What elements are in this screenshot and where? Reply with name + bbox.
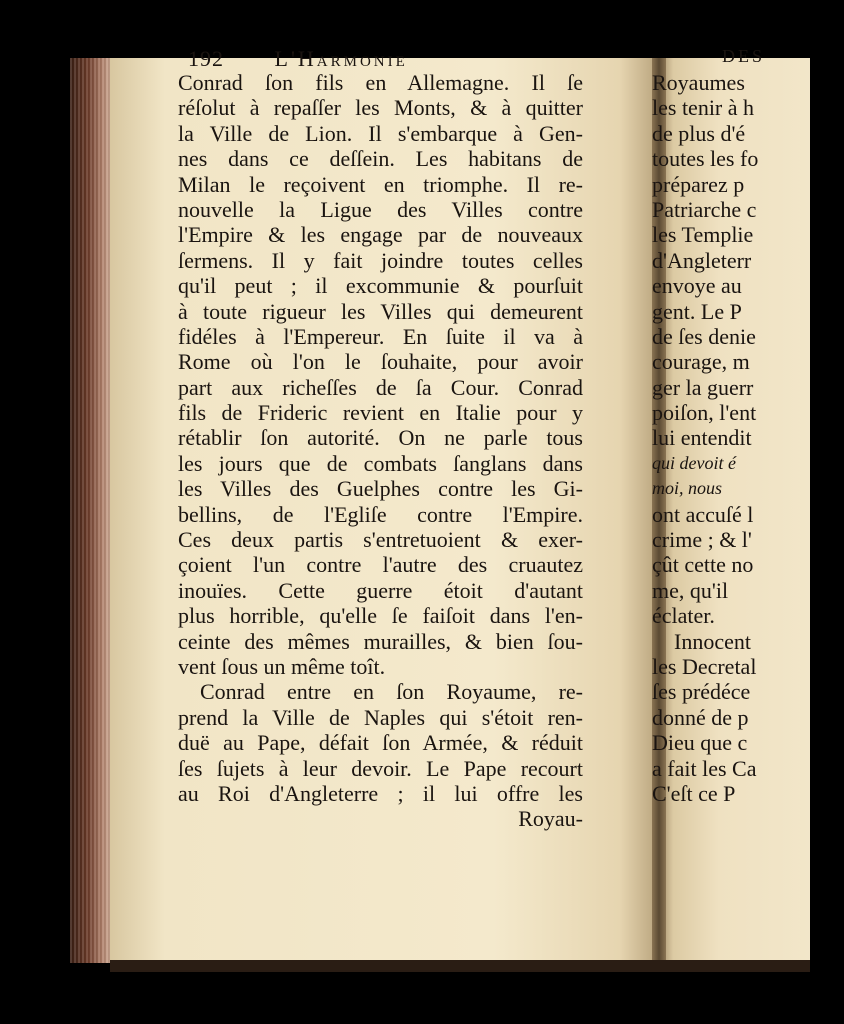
text-line: donné de p [652, 704, 749, 730]
text-line: part aux richeſſes de ſa Cour. Conrad [178, 374, 583, 400]
text-line: Ces deux partis s'entretuoient & exer- [178, 527, 583, 553]
text-line: rétablir ſon autorité. On ne parle tous [178, 425, 583, 451]
text-line: les Templie [652, 222, 754, 248]
text-line: au Roi d'Angleterre ; il lui offre les [178, 780, 583, 806]
text-line: les Decretal [652, 653, 757, 679]
text-line: fidéles à l'Empereur. En ſuite il va à [178, 323, 583, 349]
text-line: éclater. [652, 603, 715, 629]
text-line: ceinte des mêmes murailles, & bien ſou- [178, 628, 583, 654]
text-line: a fait les Ca [652, 755, 757, 781]
text-line: Dieu que c [652, 730, 748, 756]
right-running-head: DES [722, 46, 766, 66]
text-line: Innocent [674, 628, 751, 654]
text-line: d'Angleterr [652, 247, 752, 273]
left-page-text [178, 70, 583, 832]
text-line: çût cette no [652, 552, 754, 578]
text-line: çoient l'un contre l'autre des cruautez [178, 552, 583, 578]
text-line: Conrad entre en ſon Royaume, re- [200, 679, 583, 705]
text-line: vent ſous un même toît. [178, 653, 386, 679]
text-line: préparez p [652, 171, 745, 197]
text-line: Rome où l'on le ſouhaite, pour avoir [178, 349, 583, 375]
text-line: inouïes. Cette guerre étoit d'autant [178, 577, 583, 603]
right-page-text [652, 70, 770, 806]
text-line: à toute rigueur les Villes qui demeurent [178, 298, 583, 324]
page-number: 192 [188, 46, 224, 71]
running-head: L'Harmonie [274, 46, 408, 71]
text-line: Conrad ſon fils en Allemagne. Il ſe [178, 70, 583, 95]
text-line: fils de Frideric revient en Italie pour y [178, 400, 583, 426]
text-line: qu'il peut ; il excommunie & pourſuit [178, 273, 583, 299]
text-line: plus horrible, qu'elle ſe faiſoit dans l'en- [178, 603, 583, 629]
text-line: les tenir à h [652, 95, 755, 121]
text-line: ger la guerr [652, 374, 754, 400]
text-line: les jours que de combats ſanglans dans [178, 450, 583, 476]
text-line: qui devoit é [652, 452, 736, 473]
text-line: me, qu'il [652, 577, 729, 603]
text-line: réſolut à repaſſer les Monts, & à quitter [178, 95, 583, 121]
text-line: de plus d'é [652, 120, 746, 146]
text-line: nes dans ce deſſein. Les habitans de [178, 146, 583, 172]
text-line: ont accuſé l [652, 501, 754, 527]
text-line: prend la Ville de Naples qui s'étoit ren- [178, 704, 583, 730]
text-line: duë au Pape, défait ſon Armée, & réduit [178, 730, 583, 756]
text-line: Royaumes [652, 70, 745, 95]
text-line: nouvelle la Ligue des Villes contre [178, 196, 583, 222]
text-line: envoye au [652, 273, 742, 299]
text-line: de ſes denie [652, 323, 756, 349]
text-line: courage, m [652, 349, 750, 375]
bottom-edge [110, 960, 810, 972]
text-line: les Villes des Guelphes contre les Gi- [178, 476, 583, 502]
text-line: Royau- [518, 806, 583, 832]
left-page-header [188, 46, 408, 72]
text-line: ſes prédéce [652, 679, 751, 705]
text-line: Milan le reçoivent en triomphe. Il re- [178, 171, 583, 197]
text-line: toutes les fo [652, 146, 759, 172]
text-line: C'eſt ce P [652, 780, 736, 806]
text-line: la Ville de Lion. Il s'embarque à Gen- [178, 120, 583, 146]
text-line: lui entendit [652, 425, 752, 451]
text-line: crime ; & l' [652, 527, 752, 553]
text-line: moi, nous [652, 478, 723, 499]
text-line: gent. Le P [652, 298, 742, 324]
text-line: Patriarche c [652, 196, 757, 222]
text-line: bellins, de l'Egliſe contre l'Empire. [178, 501, 583, 527]
text-line: ſermens. Il y fait joindre toutes celles [178, 247, 583, 273]
text-line: ſes ſujets à leur devoir. Le Pape recourt [178, 755, 583, 781]
text-line: poiſon, l'ent [652, 400, 757, 426]
text-line: l'Empire & les engage par de nouveaux [178, 222, 583, 248]
